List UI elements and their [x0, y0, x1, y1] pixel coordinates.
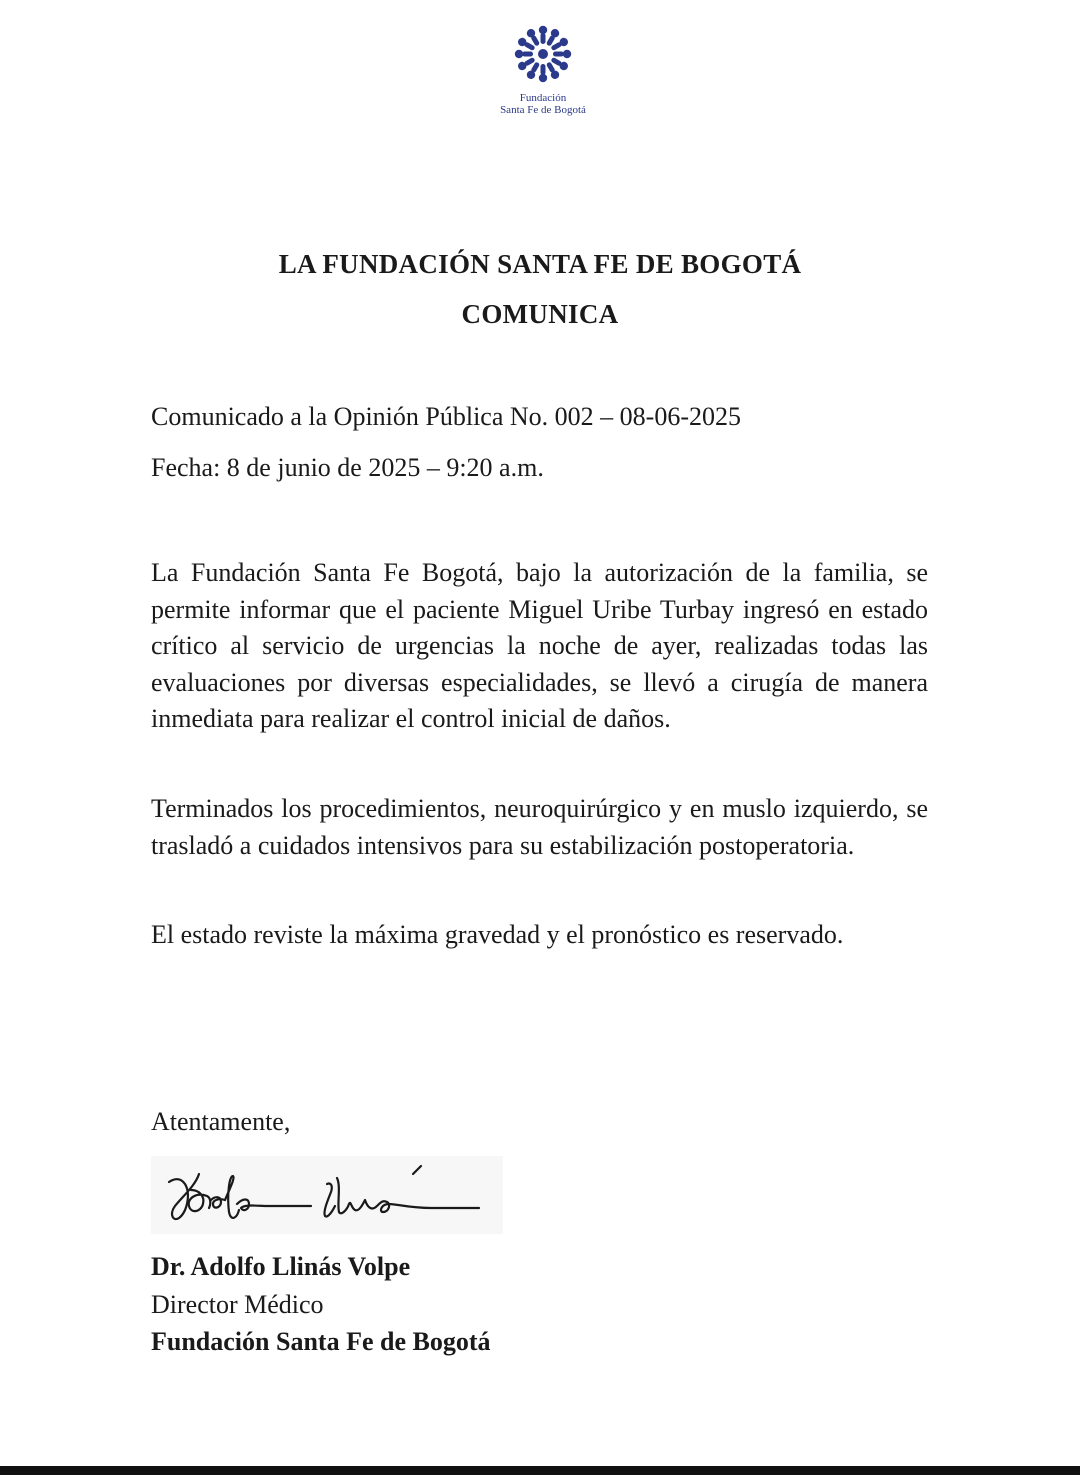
body-paragraph: La Fundación Santa Fe Bogotá, bajo la autorización de la familia, se permite informar que el paciente Miguel Uribe Turbay ingresó en estado crítico al servicio de urgencias la noche de ayer, realizadas todas las evaluaciones por diversas especialidades, se llevó a cirugía de manera inmediata para realizar el control inicial de daños.	[151, 558, 928, 733]
handwritten-signature	[151, 1156, 503, 1234]
logo-text-line2: Santa Fe de Bogotá	[500, 104, 586, 116]
body-paragraph: El estado reviste la máxima gravedad y el pronóstico es reservado.	[151, 920, 844, 949]
signature-image	[151, 1156, 503, 1234]
foundation-emblem-icon	[511, 22, 575, 86]
logo-text-line1: Fundación	[519, 92, 567, 104]
closing-salutation: Atentamente,	[151, 1107, 291, 1136]
bottom-edge-bar	[0, 1466, 1080, 1475]
document-subtitle: COMUNICA	[461, 299, 619, 329]
signatory-name: Dr. Adolfo Llinás Volpe	[151, 1252, 411, 1281]
signatory-organization: Fundación Santa Fe de Bogotá	[151, 1327, 491, 1356]
foundation-logo	[488, 22, 598, 116]
body-paragraph: Terminados los procedimientos, neuroquirúrgico y en muslo izquierdo, se trasladó a cuidados intensivos para su estabilización postoperatoria.	[151, 794, 928, 860]
document-title: LA FUNDACIÓN SANTA FE DE BOGOTÁ	[278, 249, 802, 279]
communique-number: Comunicado a la Opinión Pública No. 002 – 08-06-2025	[151, 402, 741, 431]
communique-date: Fecha: 8 de junio de 2025 – 9:20 a.m.	[151, 453, 544, 482]
signatory-role: Director Médico	[151, 1290, 324, 1319]
